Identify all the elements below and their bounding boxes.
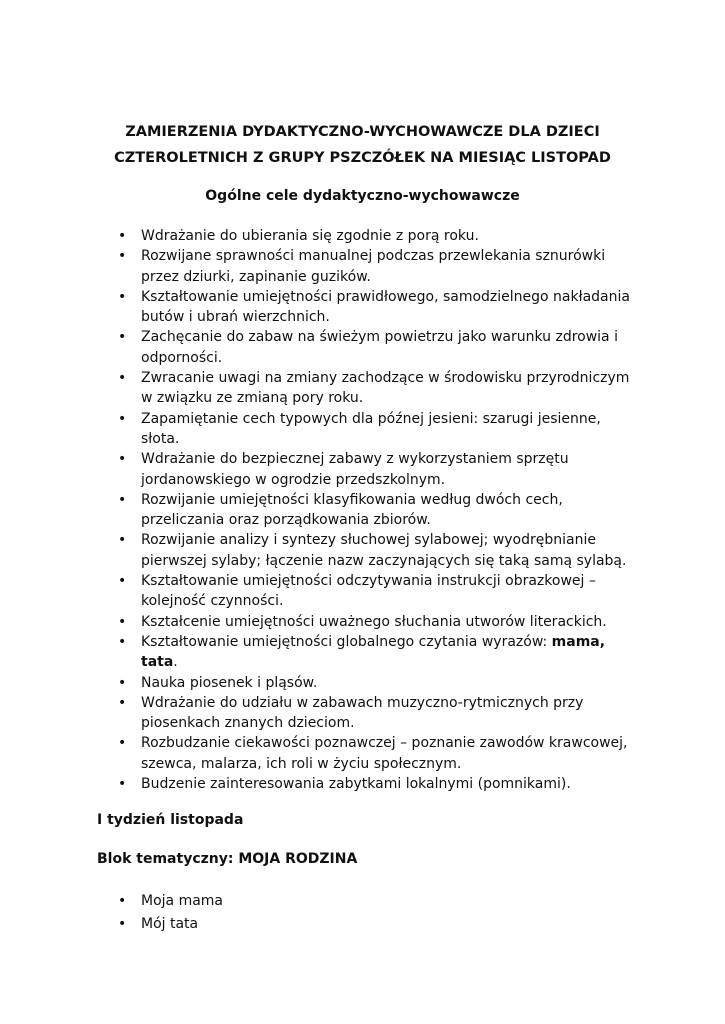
list-item (118, 693, 638, 734)
list-item (118, 327, 638, 368)
list-item-text: Zapamiętanie cech typowych dla późnej jesieni: szarugi jesienne, słota. (141, 410, 601, 447)
list-item-text: Moja mama (141, 893, 223, 909)
list-item (118, 409, 638, 450)
emphasized-words: mama, tata (141, 633, 606, 671)
list-item-text: Wdrażanie do bezpiecznej zabawy z wykorzystaniem sprzętu jordanowskiego w ogrodzie przedszkolnym. (141, 451, 569, 488)
list-item-text: Zachęcanie do zabaw na świeżym powietrzu jako warunku zdrowia i odporności. (141, 329, 618, 366)
list-item (118, 226, 638, 246)
list-item-text: Nauka piosenek i pląsów. (141, 674, 318, 691)
list-item-text: Rozwijanie analizy i syntezy słuchowej sylabowej; wyodrębnianie pierwszej sylaby; łączenie nazw zaczynających się taką samą sylabą. (141, 532, 627, 569)
list-item-text: Rozwijane sprawności manualnej podczas przewlekania sznurówki przez dziurki, zapinanie guzików. (141, 248, 606, 285)
list-item (118, 774, 638, 794)
document-title-line-1: ZAMIERZENIA DYDAKTYCZNO-WYCHOWAWCZE DLA DZIECI (125, 124, 600, 140)
goals-list (118, 226, 638, 794)
list-item (118, 571, 638, 612)
list-item (118, 673, 638, 693)
list-item (118, 890, 518, 913)
list-item (118, 913, 518, 936)
list-item (118, 490, 638, 531)
list-item (118, 368, 638, 409)
list-item-text: Kształtowanie umiejętności globalnego czytania wyrazów: (141, 633, 552, 650)
section-subtitle: Ogólne cele dydaktyczno-wychowawcze (205, 188, 520, 204)
list-item (118, 287, 638, 328)
list-item (118, 246, 638, 287)
list-item (118, 612, 638, 632)
week-heading: I tydzień listopada (97, 812, 244, 828)
list-item-text: Mój tata (141, 916, 199, 932)
document-title-line-2: CZTEROLETNICH Z GRUPY PSZCZÓŁEK NA MIESIĄC LISTOPAD (114, 150, 611, 166)
list-item-text: Kształcenie umiejętności uważnego słuchania utworów literackich. (141, 613, 607, 630)
topics-list (118, 890, 518, 936)
block-heading: Blok tematyczny: MOJA RODZINA (97, 851, 358, 867)
list-item-text: Wdrażanie do ubierania się zgodnie z porą roku. (141, 228, 479, 244)
list-item-text: Rozbudzanie ciekawości poznawczej – poznanie zawodów krawcowej, szewca, malarza, ich roli w życiu społecznym. (141, 735, 628, 772)
list-item (118, 449, 638, 490)
list-item-punctuation: . (173, 654, 178, 671)
list-item (118, 530, 638, 571)
list-item-text: Budzenie zainteresowania zabytkami lokalnymi (pomnikami). (141, 776, 571, 793)
list-item-text: Wdrażanie do udziału w zabawach muzyczno-rytmicznych przy piosenkach znanych dzieciom. (141, 694, 584, 732)
list-item (118, 632, 638, 673)
list-item-text: Rozwijanie umiejętności klasyfikowania według dwóch cech, przeliczania oraz porządkowania zbiorów. (141, 491, 563, 529)
list-item (118, 733, 638, 774)
list-item-text: Kształtowanie umiejętności odczytywania instrukcji obrazkowej – kolejność czynności. (141, 573, 596, 610)
list-item-text: Zwracanie uwagi na zmiany zachodzące w środowisku przyrodniczym w związku ze zmianą pory roku. (141, 370, 630, 407)
list-item-text: Kształtowanie umiejętności prawidłowego, samodzielnego nakładania butów i ubrań wierzchnich. (141, 288, 630, 326)
